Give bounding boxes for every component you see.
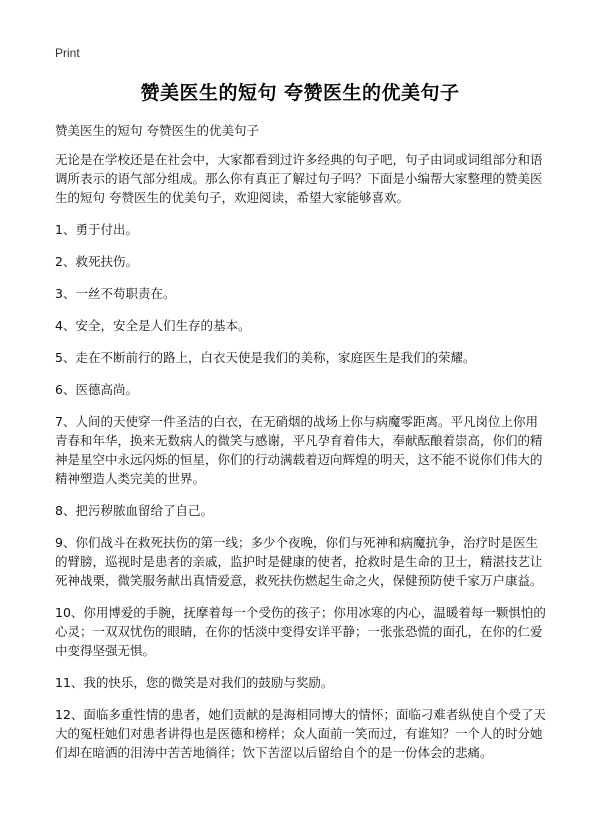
sentence-item-4: 4、安全，安全是人们生存的基本。 [55,318,251,333]
sentence-item-2: 2、救死扶伤。 [55,254,138,269]
print-label: Print [55,46,80,60]
sentence-item-9: 9、你们战斗在救死扶伤的第一线；多少个夜晚，你们与死神和病魔抗争，治疗时是医生的臂膀，巡视时是患者的亲戚，监护时是健康的使者，抢救时是生命的卫士，精湛技艺让死神战栗，微笑服务献出真情爱意，救死扶伤燃起生命之火，保健预防使千家万户康益。 [55,535,543,588]
sentence-item-10: 10、你用博爱的手腕，抚摩着每一个受伤的孩子；你用冰寒的内心，温暖着每一颗惧怕的心灵；一双双忧伤的眼睛，在你的恬淡中变得安详平静；一张张恐慌的面孔，在你的仁爱中变得坚强无惧。 [55,605,546,658]
sentence-item-6: 6、医德高尚。 [55,382,138,397]
intro-paragraph: 无论是在学校还是在社会中，大家都看到过许多经典的句子吧，句子由词或词组部分和语调所表示的语气部分组成。那么你有真正了解过句子吗？下面是小编帮大家整理的赞美医生的短句 夸赞医生的优美句子，欢迎阅读，希望大家能够喜欢。 [55,152,543,205]
sentence-item-12: 12、面临多重性情的患者，她们贡献的是海相同博大的情怀；面临刁难者纵使自个受了天大的冤枉她们对患者讲得也是医德和榜样；众人面前一笑而过，有谁知？一个人的时分她们却在暗洒的泪涛中苦苦地徜徉；饮下苦涩以后留给自个的是一份体会的悲痛。 [55,707,546,760]
page-subtitle: 赞美医生的短句 夸赞医生的优美句子 [55,123,259,138]
page-title: 赞美医生的短句 夸赞医生的优美句子 [140,82,460,104]
sentence-item-1: 1、勇于付出。 [55,222,138,237]
sentence-item-3: 3、一丝不苟职责在。 [55,286,176,301]
sentence-item-5: 5、走在不断前行的路上，白衣天使是我们的美称，家庭医生是我们的荣耀。 [55,350,476,365]
sentence-item-8: 8、把污秽脓血留给了自己。 [55,503,213,518]
sentence-item-11: 11、我的快乐，您的微笑是对我们的鼓励与奖励。 [55,675,334,690]
sentence-item-7: 7、人间的天使穿一件圣洁的白衣，在无硝烟的战场上你与病魔零距离。平凡岗位上你用青春和年华，换来无数病人的微笑与感谢，平凡孕育着伟大，奉献酝酿着崇高，你们的精神是星空中永远闪烁的恒星，你们的行动满载着迈向辉煌的明天，这不能不说你们伟大的精神塑造人类完美的世界。 [55,414,543,486]
article-body [55,150,550,775]
